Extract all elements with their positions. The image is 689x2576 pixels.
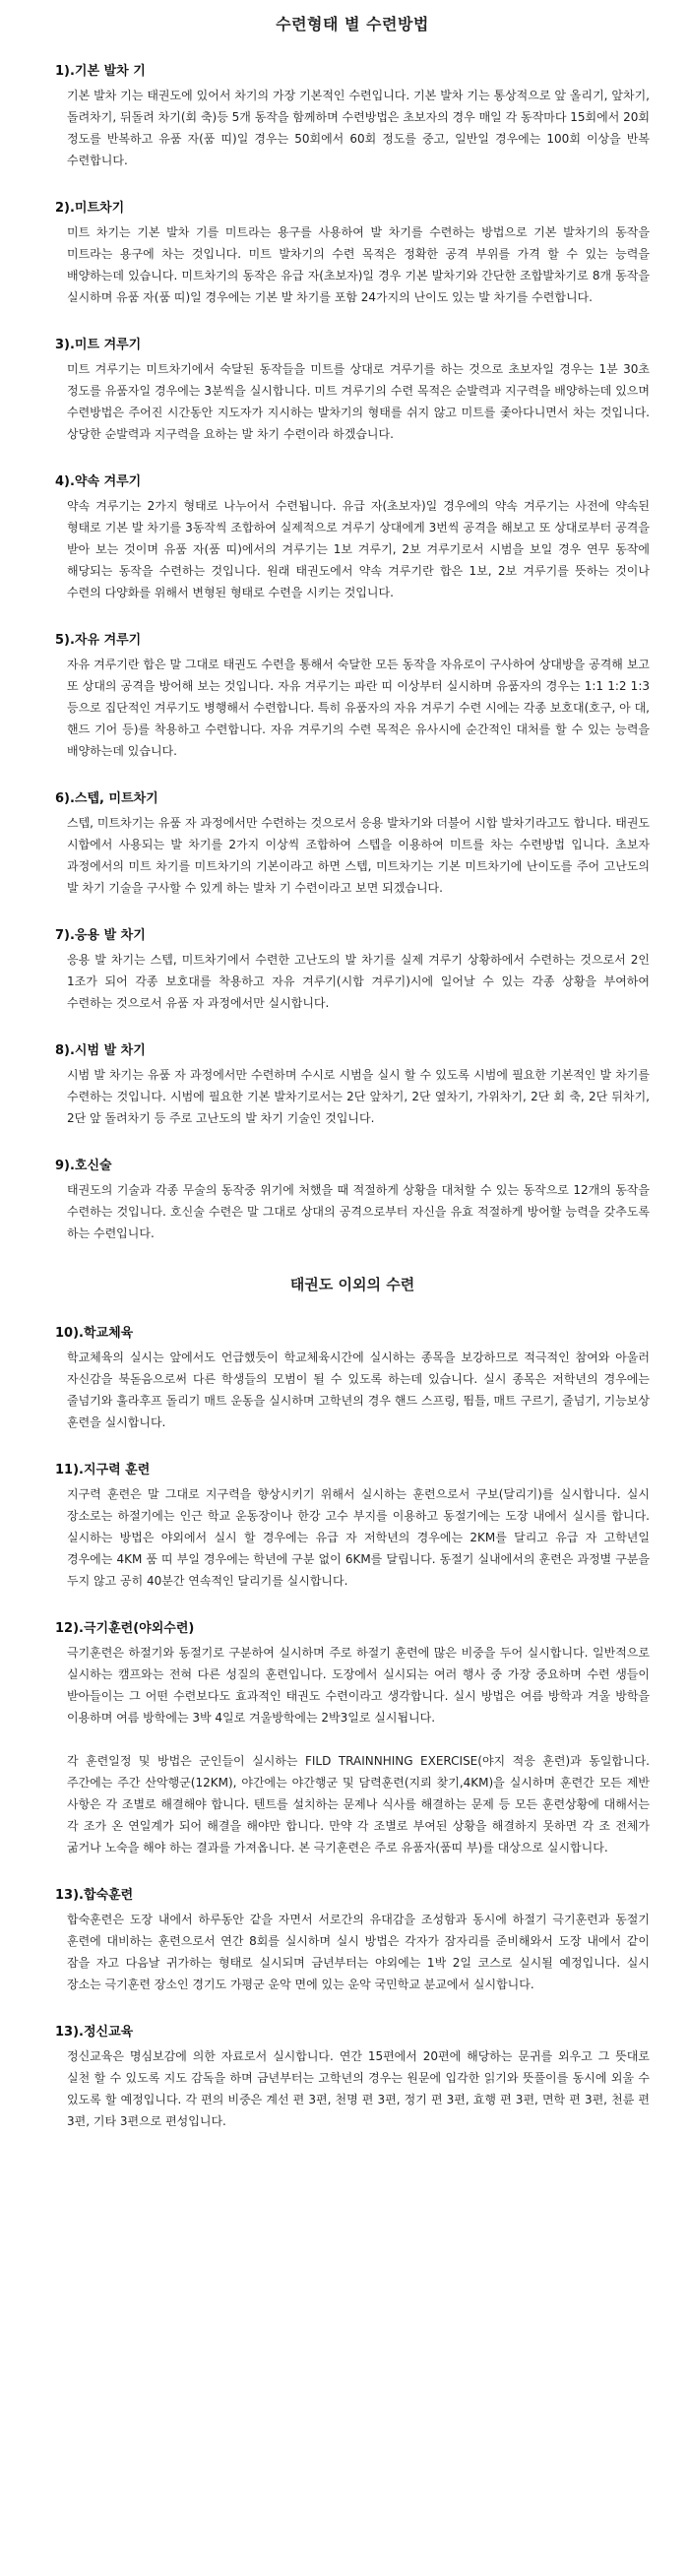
section-paragraph: 시범 발 차기는 유품 자 과정에서만 수련하며 수시로 시범을 실시 할 수 있도록 시범에 필요한 기본적인 발 차기를 수련하는 것입니다. 시범에 필요한 기본 발차기로서는 2단 앞차기, 2단 옆차기, 가위차기, 2단 회 축, 2단 뒤차기, 2단 앞 돌려차기 등 주로 고난도의 발 차기 기술인 것입니다. [67,1068,650,1125]
sections-part-2 [55,1322,650,2132]
section-paragraph: 약속 겨루기는 2가지 형태로 나누어서 수련됩니다. 유급 자(초보자)일 경우에의 약속 겨루기는 사전에 약속된 형태로 기본 발 차기를 3동작씩 조합하여 실제적으로 겨루기 상대에게 3번씩 공격을 해보고 또 상대로부터 공격을 받아 보는 것이며 유품 자(품 띠)에서의 겨루기는 1보 겨루기, 2보 겨루기로서 시범을 보일 경우 연무 동작에 해당되는 동작을 수련하는 것입니다. 원래 태권도에서 약속 겨루기란 합은 1보, 2보 겨루기를 뜻하는 것이나 수련의 다양화를 위해서 변형된 형태로 수련을 시키는 것입니다. [67,499,650,599]
section-heading: 12).극기훈련(야외수련) [55,1621,195,1636]
section-heading: 4).약속 겨루기 [55,474,142,489]
section-paragraph: 정신교육은 명심보감에 의한 자료로서 실시합니다. 연간 15편에서 20편에 해당하는 문귀를 외우고 그 뜻대로 실천 할 수 있도록 지도 감독을 하며 금년부터는 고학년의 경우는 원문에 입각한 읽기와 뜻풀이를 동시에 외울 수 있도록 할 예정입니다. 각 편의 비중은 계선 편 3편, 천명 편 3편, 정기 편 3편, 효행 편 3편, 면학 편 3편, 천륜 편 3편, 기타 3편으로 편성입니다. [67,2049,650,2128]
section [55,787,650,899]
page-title: 수련형태 별 수련방법 [276,15,429,33]
section-paragraph: 각 훈련일정 및 방법은 군인들이 실시하는 FILD TRAINNHING EXERCISE(야지 적응 훈련)과 동일합니다. 주간에는 주간 산악행군(12KM), 야간에는 야간행군 및 담력훈련(지뢰 찾기,4KM)을 실시하며 훈련간 모든 제반 사항은 각 조별로 해결해야 합니다. 텐트를 설치하는 문제나 식사를 해결하는 문제 등 모든 훈련상황에 대해서는 각 조가 온 연일계가 되어 해결을 해야만 합니다. 만약 각 조별로 부여된 상황을 해결하지 못하면 각 조 전체가 굶거나 노숙을 해야 하는 결과를 가져옵니다. 본 극기훈련은 주로 유품자(품띠 부)를 대상으로 실시합니다. [67,1754,650,1854]
section-heading: 13).정신교육 [55,2025,134,2040]
part2-title: 태권도 이외의 수련 [289,1276,415,1293]
section [55,1155,650,1244]
section-paragraph: 학교체육의 실시는 앞에서도 언급했듯이 학교체육시간에 실시하는 종목을 보강하므로 적극적인 참여와 아울러 자신감을 북돋음으로써 다른 학생들의 모범이 될 수 있도록 하는데 있습니다. 실시 종목은 저학년의 경우에는 줄넘기와 훌라후프 돌리기 매트 운동을 실시하며 고학년의 경우 핸드 스프링, 뜀틀, 매트 구르기, 줄넘기, 기능보상 훈련을 실시합니다. [67,1351,650,1429]
section-paragraph: 극기훈련은 하절기와 동절기로 구분하여 실시하며 주로 하절기 훈련에 많은 비중을 두어 실시합니다. 일반적으로 실시하는 캠프와는 전혀 다른 성질의 훈련입니다. 도장에서 실시되는 여러 행사 중 가장 중요하며 수련 생들이 받아들이는 그 어떤 수련보다도 효과적인 태권도 수련이라고 생각합니다. 실시 방법은 여름 방학과 겨울 방학을 이용하며 여름 방학에는 3박 4일로 겨울방학에는 2박3일로 실시됩니다. [67,1646,650,1725]
section-heading: 8).시범 발 차기 [55,1043,146,1058]
section-paragraph: 태권도의 기술과 각종 무술의 동작중 위기에 처했을 때 적절하게 상황을 대처할 수 있는 동작으로 12개의 동작을 수련하는 것입니다. 호신술 수련은 말 그대로 상대의 공격으로부터 자신을 유효 적절하게 방어할 능력을 갖추도록 하는 수련입니다. [67,1183,650,1240]
section [55,334,650,445]
section-heading: 3).미트 겨루기 [55,338,142,352]
section-paragraph: 자유 겨루기란 합은 말 그대로 태권도 수련을 통해서 숙달한 모든 동작을 자유로이 구사하여 상대방을 공격해 보고 또 상대의 공격을 방어해 보는 것입니다. 자유 겨루기는 파란 띠 이상부터 실시하며 유품자의 경우는 1:1 1:2 1:3 등으로 집단적인 겨루기도 병행해서 수련합니다. 특히 유품자의 자유 겨루기 수련 시에는 각종 보호대(호구, 아 대, 핸드 기어 등)를 착용하고 수련합니다. 자유 겨루기의 수련 목적은 유사시에 순간적인 대처를 할 수 있는 능력을 배양하는데 있습니다. [67,658,650,758]
section [55,2021,650,2132]
section-heading: 6).스텝, 미트차기 [55,791,158,806]
section-heading: 10).학교체육 [55,1326,134,1341]
section-heading: 13).합숙훈련 [55,1888,134,1903]
section-paragraph: 응용 발 차기는 스텝, 미트차기에서 수련한 고난도의 발 차기를 실제 겨루기 상황하에서 수련하는 것으로서 2인 1조가 되어 각종 보호대를 착용하고 자유 겨루기(시합 겨루기)시에 일어날 수 있는 각종 상황을 부여하여 수련하는 것으로서 유품 자 과정에서만 실시합니다. [67,953,650,1010]
section-heading: 5).자유 겨루기 [55,633,142,648]
section [55,1884,650,1995]
section [55,1039,650,1129]
section-paragraph: 합숙훈련은 도장 내에서 하루동안 같을 자면서 서로간의 유대감을 조성함과 동시에 하절기 극기훈련과 동절기 훈련에 대비하는 훈련으로서 연간 8회를 실시하며 실시 방법은 각자가 잠자리를 준비해와서 도장 내에서 같이 잠을 자고 다음날 귀가하는 형태로 실시되며 금년부터는 야외에는 1박 2일 코스로 실시될 예정입니다. 실시 장소는 극기훈련 장소인 경기도 가평군 운악 면에 있는 운악 국민학교 분교에서 실시합니다. [67,1913,650,1991]
section-paragraph: 미트 차기는 기본 발차 기를 미트라는 용구를 사용하여 발 차기를 수련하는 방법으로 기본 발차기의 동작을 미트라는 용구에 차는 것입니다. 미트 발차기의 수련 목적은 정확한 공격 부위를 가격 할 수 있는 능력을 배양하는데 있습니다. 미트차기의 동작은 유급 자(초보자)일 경우 기본 발차기와 간단한 조합발차기로 8개 동작을 실시하며 유품 자(품 띠)일 경우에는 기본 발 차기를 포함 24가지의 난이도 있는 발 차기를 수련합니다. [67,225,650,304]
section-heading: 2).미트차기 [55,201,125,216]
section [55,60,650,171]
section-paragraph: 지구력 훈련은 말 그대로 지구력을 향상시키기 위해서 실시하는 훈련으로서 구보(달리기)를 실시합니다. 실시 장소로는 하절기에는 인근 학교 운동장이나 한강 고수 부지를 이용하고 동절기에는 도장 내에서 실시를 합니다. 실시하는 방법은 야외에서 실시 할 경우에는 유급 자 저학년의 경우에는 2KM를 달리고 유급 자 고학년일 경우에는 4KM 품 띠 부일 경우에는 학년에 구분 없이 6KM를 달립니다. 동절기 실내에서의 훈련은 과정별 구분을 두지 않고 공히 40분간 연속적인 달리기를 실시합니다. [67,1487,650,1588]
section-heading: 11).지구력 훈련 [55,1463,151,1477]
section [55,197,650,308]
section [55,924,650,1014]
section-heading: 7).응용 발 차기 [55,928,146,943]
section-paragraph: 스텝, 미트차기는 유품 자 과정에서만 수련하는 것으로서 응용 발차기와 더불어 시합 발차기라고도 합니다. 태권도 시합에서 사용되는 발 차기를 2가지 이상씩 조합하여 스텝을 이용하여 미트를 차는 수련방법 입니다. 초보자 과정에서의 미트 차기를 미트차기의 기본이라고 하면 스텝, 미트차기는 기본 미트차기에 난이도를 주어 고난도의 발 차기 기술을 구사할 수 있게 하는 발차 기 수련이라고 보면 되겠습니다. [67,816,650,895]
section [55,1617,650,1858]
section-paragraph: 기본 발차 기는 태권도에 있어서 차기의 가장 기본적인 수련입니다. 기본 발차 기는 통상적으로 앞 올리기, 앞차기, 돌려차기, 뒤돌려 차기(회 축)등 5개 동작을 함께하며 수련방법은 초보자의 경우 매일 각 동작마다 15회에서 20회 정도를 반복하고 유품 자(품 띠)일 경우는 50회에서 60회 정도를 중고, 일반일 경우에는 100회 이상을 반복 수련합니다. [67,89,650,167]
sections-part-1 [55,60,650,1244]
section [55,471,650,603]
section [55,1459,650,1592]
section-heading: 9).호신술 [55,1159,112,1173]
section-heading: 1).기본 발차 기 [55,64,146,79]
section [55,1322,650,1433]
section-paragraph: 미트 겨루기는 미트차기에서 숙달된 동작들을 미트를 상대로 겨루기를 하는 것으로 초보자일 경우는 1분 30초 정도를 유품자일 경우에는 3분씩을 실시합니다. 미트 겨루기의 수련 목적은 순발력과 지구력을 배양하는데 있으며 수련방법은 주어진 시간동안 지도자가 지시하는 발차기의 형태를 쉬지 않고 미트를 좇아다니면서 차는 것입니다. 상당한 순발력과 지구력을 요하는 발 차기 수련이라 하겠습니다. [67,362,650,441]
section [55,629,650,762]
